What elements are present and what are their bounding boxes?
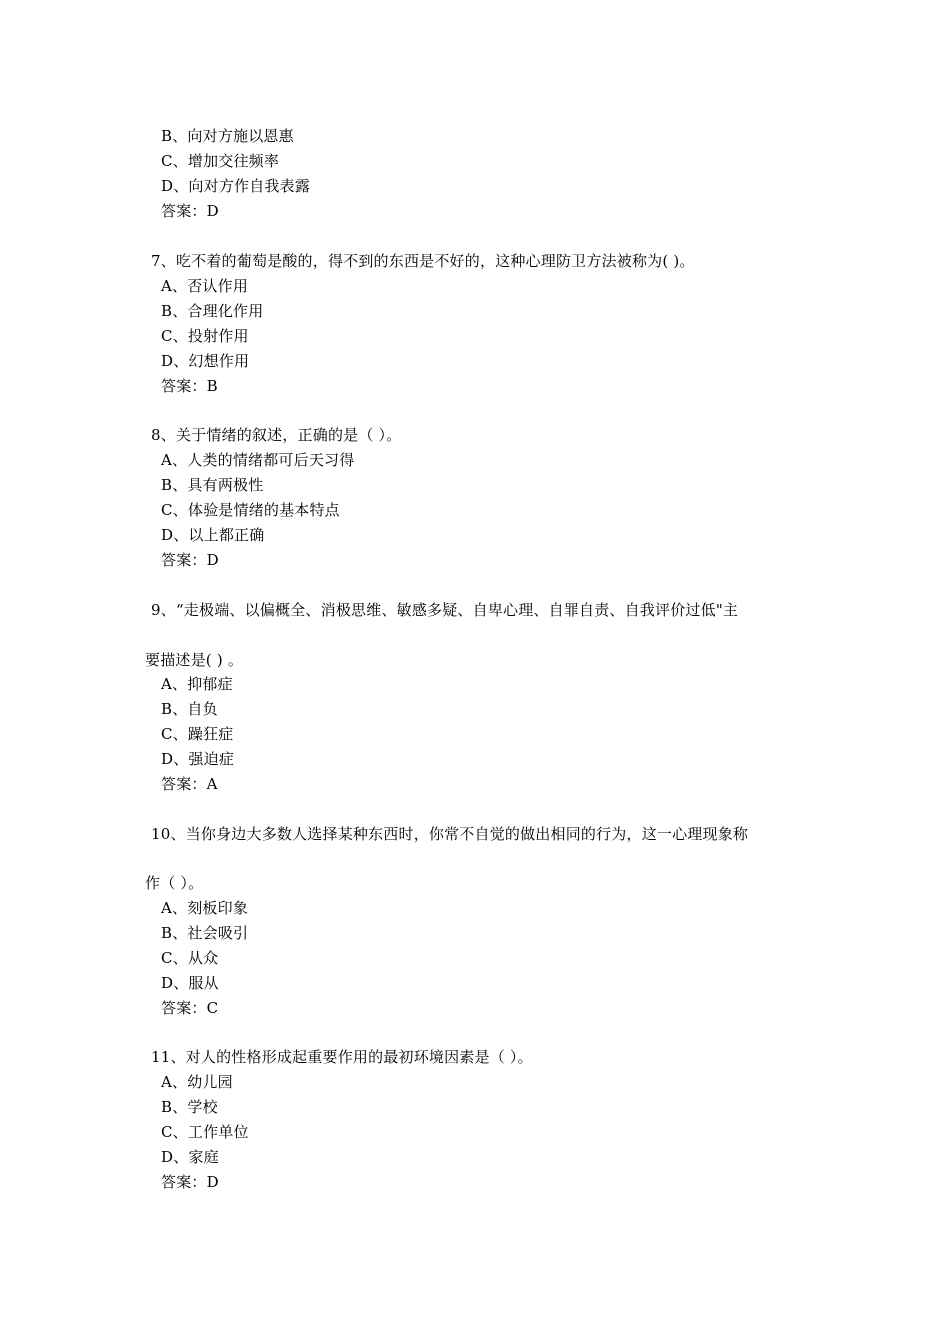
q10-option-a: A、刻板印象 xyxy=(161,899,249,917)
q11-answer: 答案：D xyxy=(161,1173,219,1191)
q10-option-c: C、从众 xyxy=(161,949,219,967)
q9-option-c: C、躁狂症 xyxy=(161,725,234,743)
q8-option-c: C、体验是情绪的基本特点 xyxy=(161,501,340,519)
q9-option-b: B、自负 xyxy=(161,700,218,718)
q10-question-line1: 10、当你身边大多数人选择某种东西时，你常不自觉的做出相同的行为，这一心理现象称 xyxy=(151,825,749,843)
q7-option-b: B、合理化作用 xyxy=(161,302,264,320)
q6-option-b: B、向对方施以恩惠 xyxy=(161,127,294,145)
q11-option-d: D、家庭 xyxy=(161,1148,219,1166)
q8-answer: 答案：D xyxy=(161,551,219,569)
q7-option-d: D、幻想作用 xyxy=(161,352,250,370)
q11-option-c: C、工作单位 xyxy=(161,1123,249,1141)
q8-option-a: A、人类的情绪都可后天习得 xyxy=(161,451,355,469)
q9-question-line2: 要描述是( ) 。 xyxy=(145,651,244,669)
q9-option-d: D、强迫症 xyxy=(161,750,235,768)
q9-answer: 答案：A xyxy=(161,775,218,793)
q8-option-d: D、以上都正确 xyxy=(161,526,265,544)
q10-question-line2: 作（ ）。 xyxy=(145,874,204,892)
q9-option-a: A、抑郁症 xyxy=(161,675,233,693)
q10-option-d: D、服从 xyxy=(161,974,219,992)
q11-option-b: B、学校 xyxy=(161,1098,218,1116)
q9-question-line1: 9、“走极端、以偏概全、消极思维、敏感多疑、自卑心理、自罪自责、自我评价过低"主 xyxy=(151,601,739,619)
q10-option-b: B、社会吸引 xyxy=(161,924,249,942)
q6-option-c: C、增加交往频率 xyxy=(161,152,280,170)
q10-answer: 答案：C xyxy=(161,999,219,1017)
q7-option-a: A、否认作用 xyxy=(161,277,249,295)
q6-option-d: D、向对方作自我表露 xyxy=(161,177,311,195)
q8-option-b: B、具有两极性 xyxy=(161,476,264,494)
q7-option-c: C、投射作用 xyxy=(161,327,249,345)
q11-option-a: A、幼儿园 xyxy=(161,1073,233,1091)
q7-answer: 答案：B xyxy=(161,377,218,395)
q8-question: 8、关于情绪的叙述，正确的是（ ）。 xyxy=(151,426,402,444)
q7-question: 7、吃不着的葡萄是酸的，得不到的东西是不好的，这种心理防卫方法被称为( )。 xyxy=(151,252,695,270)
q6-answer: 答案：D xyxy=(161,202,219,220)
q11-question: 11、对人的性格形成起重要作用的最初环境因素是（ ）。 xyxy=(151,1048,533,1066)
